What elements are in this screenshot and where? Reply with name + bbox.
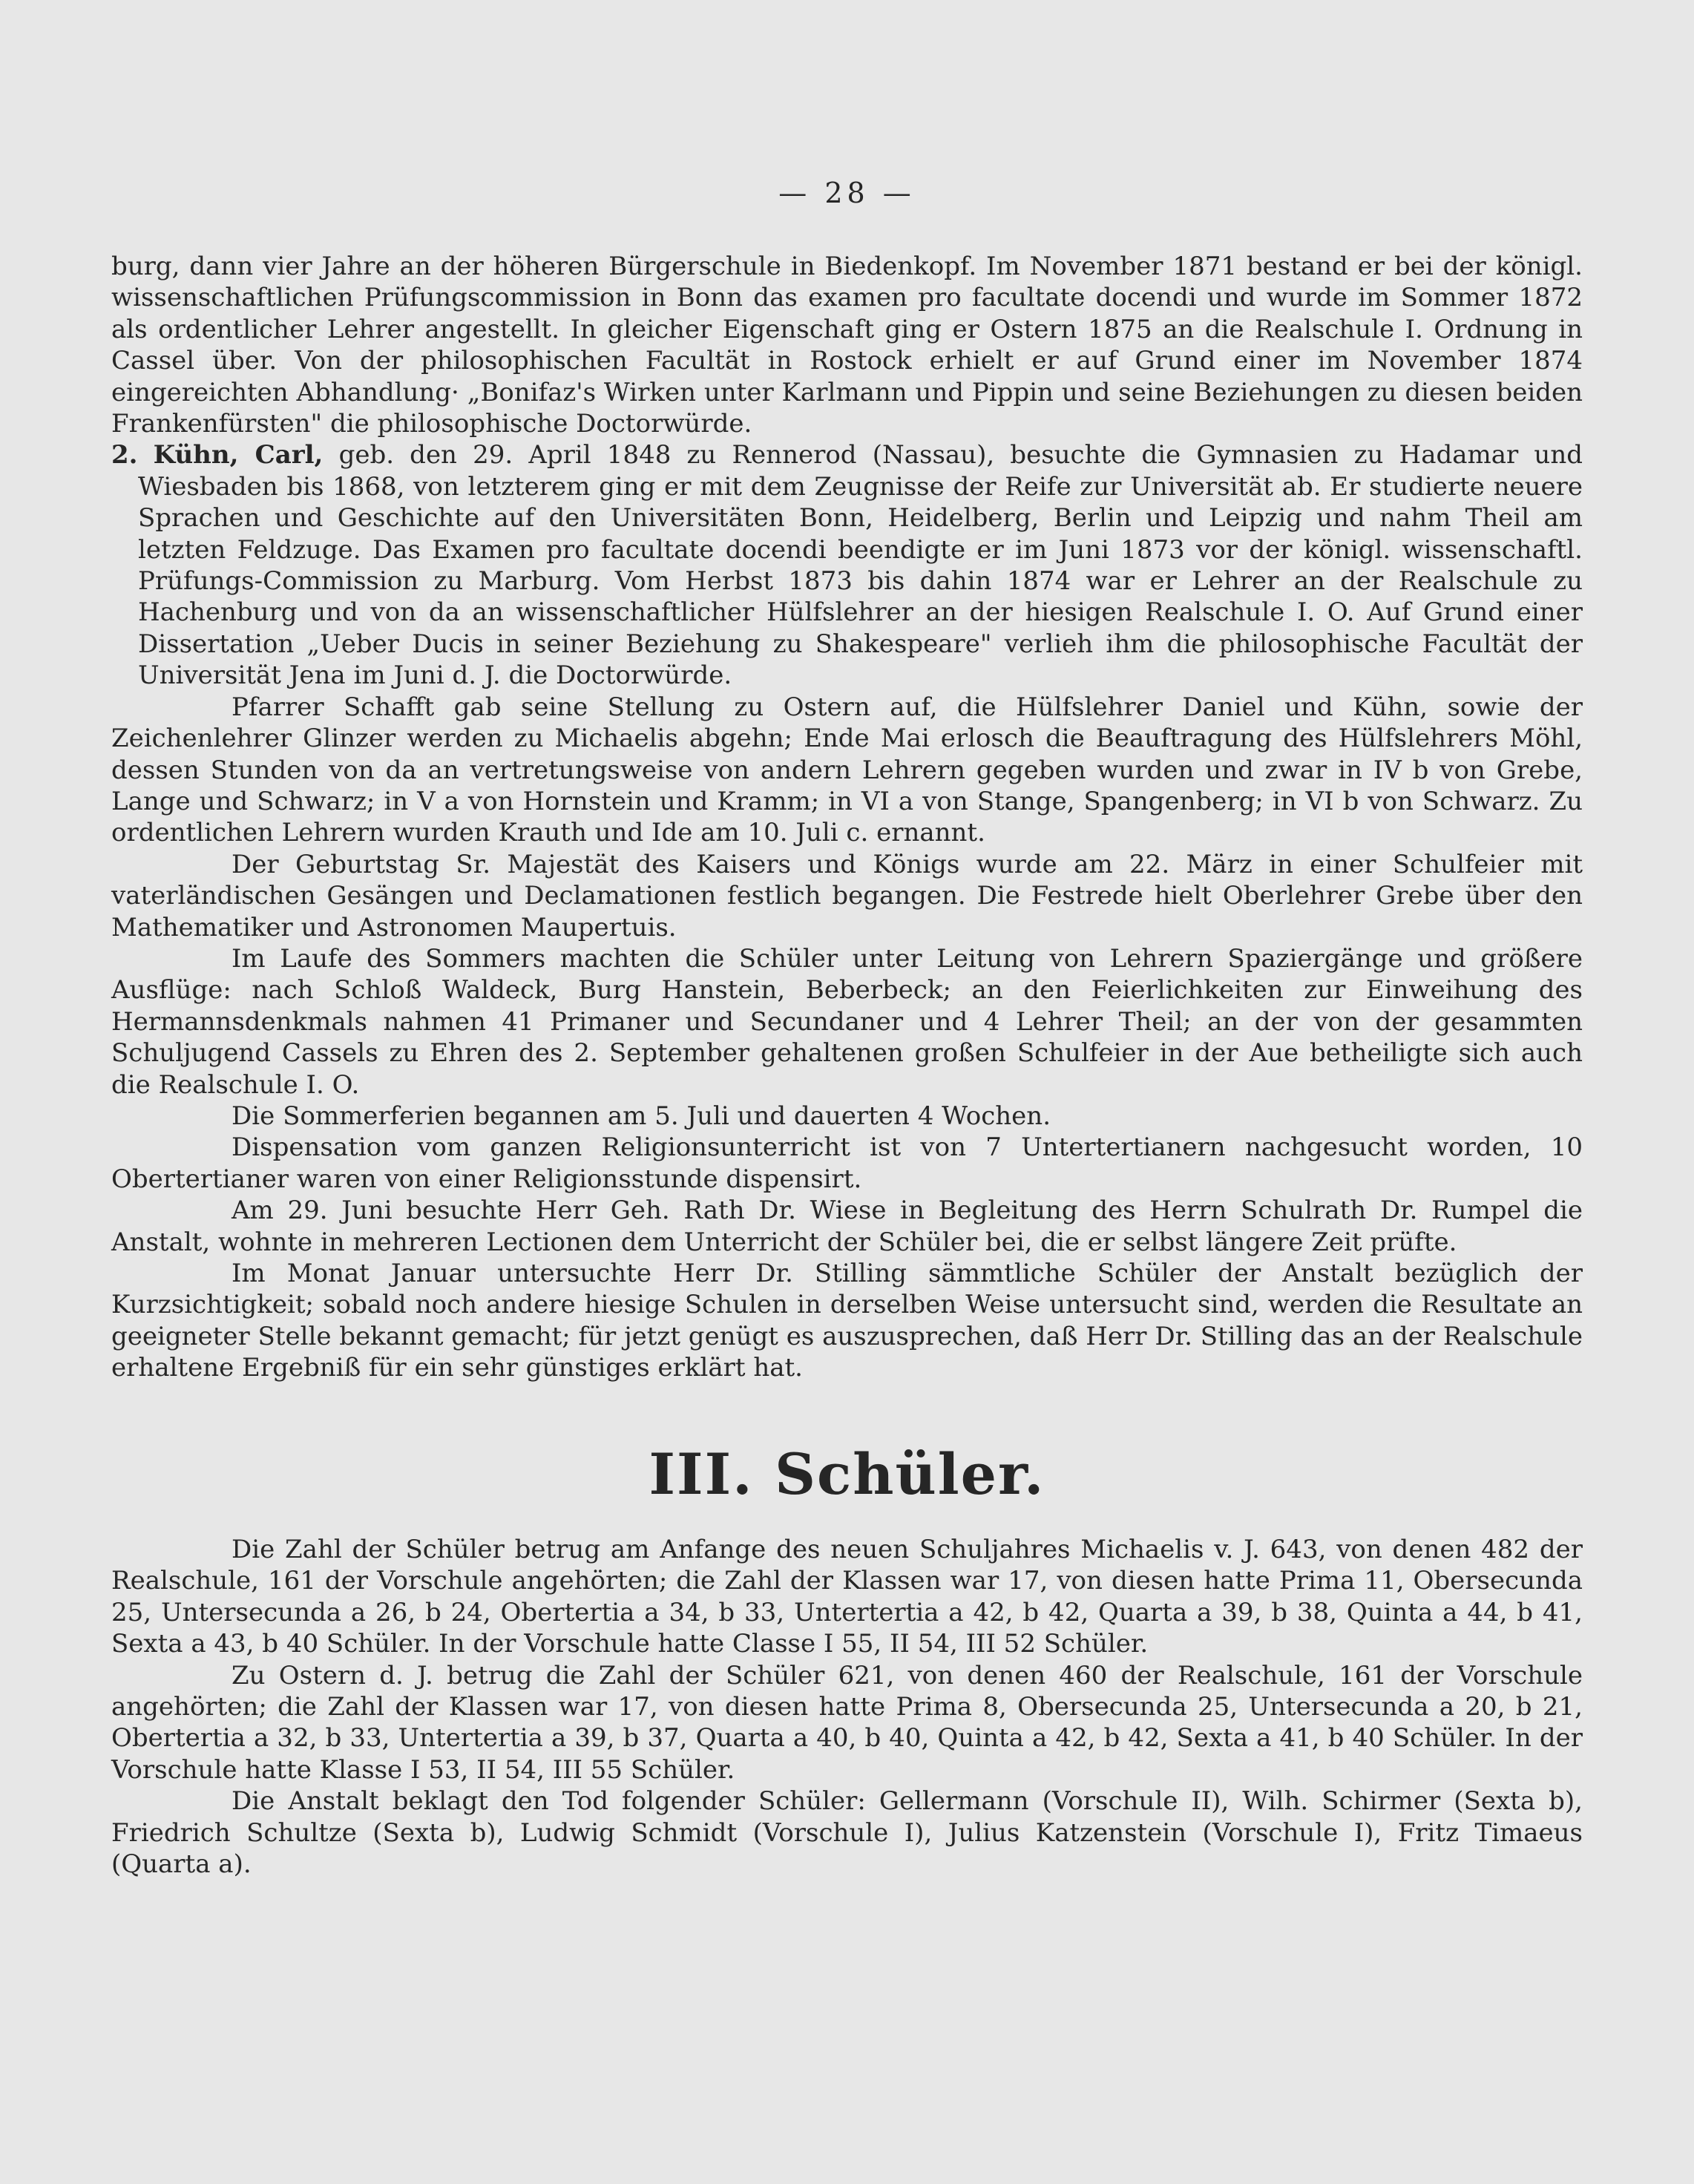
paragraph-summer-holidays: Die Sommerferien begannen am 5. Juli und dauerten 4 Wochen. [232, 1101, 1051, 1131]
paragraph-enrollment-michaelis: Die Zahl der Schüler betrug am Anfange des neuen Schuljahres Michaelis v. J. 643, von denen 482 der Realschule, 161 der Vorschule angehörten; die Zahl der Klassen war 17, von diesen hatte Prima 11, Obersecunda 25, Untersecunda a 26, b 24, Obertertia a 34, b 33, Untertertia a 42, b 42, Quarta a 39, b 38, Quinta a 44, b 41, Sexta a 43, b 40 Schüler. In der Vorschule hatte Classe I 55, II 54, III 52 Schüler. [111, 1535, 1583, 1659]
entry-number: 2. [111, 440, 138, 470]
staff-section [111, 251, 1583, 1384]
students-section [111, 1534, 1583, 1880]
entry-text: geb. den 29. April 1848 zu Rennerod (Nassau), besuchte die Gymnasien zu Hadamar und Wiesbaden bis 1868, von letzterem ging er mit dem Zeugnisse der Reife zur Universität ab. Er studierte neuere Sprachen und Geschichte auf den Universitäten Bonn, Heidelberg, Berlin und Leipzig und nahm Theil am letzten Feldzuge. Das Examen pro facultate docendi beendigte er im Juni 1873 vor der königl. wissenschaftl. Prüfungs-Commission zu Marburg. Vom Herbst 1873 bis dahin 1874 war er Lehrer an der Realschule zu Hachenburg und von da an wissenschaftlicher Hülfslehrer an der hiesigen Realschule I. O. Auf Grund einer Dissertation „Ueber Ducis in seiner Beziehung zu Shakespeare" verlieh ihm die philosophische Facultät der Universität Jena im Juni d. J. die Doctorwürde. [138, 440, 1583, 691]
page-number: — 28 — [778, 177, 916, 209]
paragraph-myopia-study: Im Monat Januar untersuchte Herr Dr. Stilling sämmtliche Schüler der Anstalt bezüglich der Kurzsichtigkeit; sobald noch andere hiesige Schulen in derselben Weise untersucht sind, werden die Resultate an geeigneter Stelle bekannt gemacht; für jetzt genügt es auszusprechen, daß Herr Dr. Stilling das an der Realschule erhaltene Ergebniß für ein sehr günstiges erklärt hat. [111, 1259, 1583, 1383]
paragraph-enrollment-easter: Zu Ostern d. J. betrug die Zahl der Schüler 621, von denen 460 der Realschule, 161 der Vorschule angehörten; die Zahl der Klassen war 17, von diesen hatte Prima 8, Obersecunda 25, Untersecunda a 20, b 21, Obertertia a 32, b 33, Untertertia a 39, b 37, Quarta a 40, b 40, Quinta a 42, b 42, Sexta a 41, b 40 Schüler. In der Vorschule hatte Klasse I 53, II 54, III 55 Schüler. [111, 1660, 1583, 1785]
entry-name: Kühn, Carl, [153, 440, 324, 470]
paragraph-inspection: Am 29. Juni besuchte Herr Geh. Rath Dr. Wiese in Begleitung des Herrn Schulrath Dr. Rumpel die Anstalt, wohnte in mehreren Lectionen dem Unterricht der Schüler bei, die er selbst längere Zeit prüfte. [111, 1196, 1583, 1257]
entry-kuehn [111, 439, 1583, 691]
paragraph-birthday-celebration: Der Geburtstag Sr. Majestät des Kaisers und Königs wurde am 22. März in einer Schulfeier mit vaterländischen Gesängen und Declamationen festlich begangen. Die Festrede hielt Oberlehrer Grebe über den Mathematiker und Astronomen Maupertuis. [111, 849, 1583, 942]
section-heading: III. Schüler. [649, 1441, 1045, 1507]
paragraph-deceased-students: Die Anstalt beklagt den Tod folgender Schüler: Gellermann (Vorschule II), Wilh. Schirmer (Sexta b), Friedrich Schultze (Sexta b), Ludwig Schmidt (Vorschule I), Julius Katzenstein (Vorschule I), Fritz Timaeus (Quarta a). [111, 1786, 1583, 1880]
paragraph-dispensation: Dispensation vom ganzen Religionsunterricht ist von 7 Untertertianern nachgesucht worden, 10 Obertertianer waren von einer Religionsstunde dispensirt. [111, 1132, 1583, 1194]
paragraph-staff-changes: Pfarrer Schafft gab seine Stellung zu Ostern auf, die Hülfslehrer Daniel und Kühn, sowie der Zeichenlehrer Glinzer werden zu Michaelis abgehn; Ende Mai erlosch die Beauftragung des Hülfslehrers Möhl, dessen Stunden von da an vertretungsweise von andern Lehrern gegeben wurden und zwar in IV b von Grebe, Lange und Schwarz; in V a von Hornstein und Kramm; in VI a von Stange, Spangenberg; in VI b von Schwarz. Zu ordentlichen Lehrern wurden Krauth und Ide am 10. Juli c. ernannt. [111, 692, 1583, 848]
paragraph-excursions: Im Laufe des Sommers machten die Schüler unter Leitung von Lehrern Spaziergänge und größere Ausflüge: nach Schloß Waldeck, Burg Hanstein, Beberbeck; an den Feierlichkeiten zur Einweihung des Hermannsdenkmals nahmen 41 Primaner und Secundaner und 4 Lehrer Theil; an der von der gesammten Schuljugend Cassels zu Ehren des 2. September gehaltenen großen Schulfeier in der Aue betheiligte sich auch die Realschule I. O. [111, 943, 1583, 1100]
paragraph-biography-continued: burg, dann vier Jahre an der höheren Bürgerschule in Biedenkopf. Im November 1871 bestand er bei der königl. wissenschaftlichen Prüfungscommission in Bonn das examen pro facultate docendi und wurde im Sommer 1872 als ordentlicher Lehrer angestellt. In gleicher Eigenschaft ging er Ostern 1875 an die Realschule I. Ordnung in Cassel über. Von der philosophischen Facultät in Rostock erhielt er auf Grund einer im November 1874 eingereichten Abhandlung· „Bonifaz's Wirken unter Karlmann und Pippin und seine Beziehungen zu diesen beiden Frankenfürsten" die philosophische Doctorwürde. [111, 252, 1583, 439]
